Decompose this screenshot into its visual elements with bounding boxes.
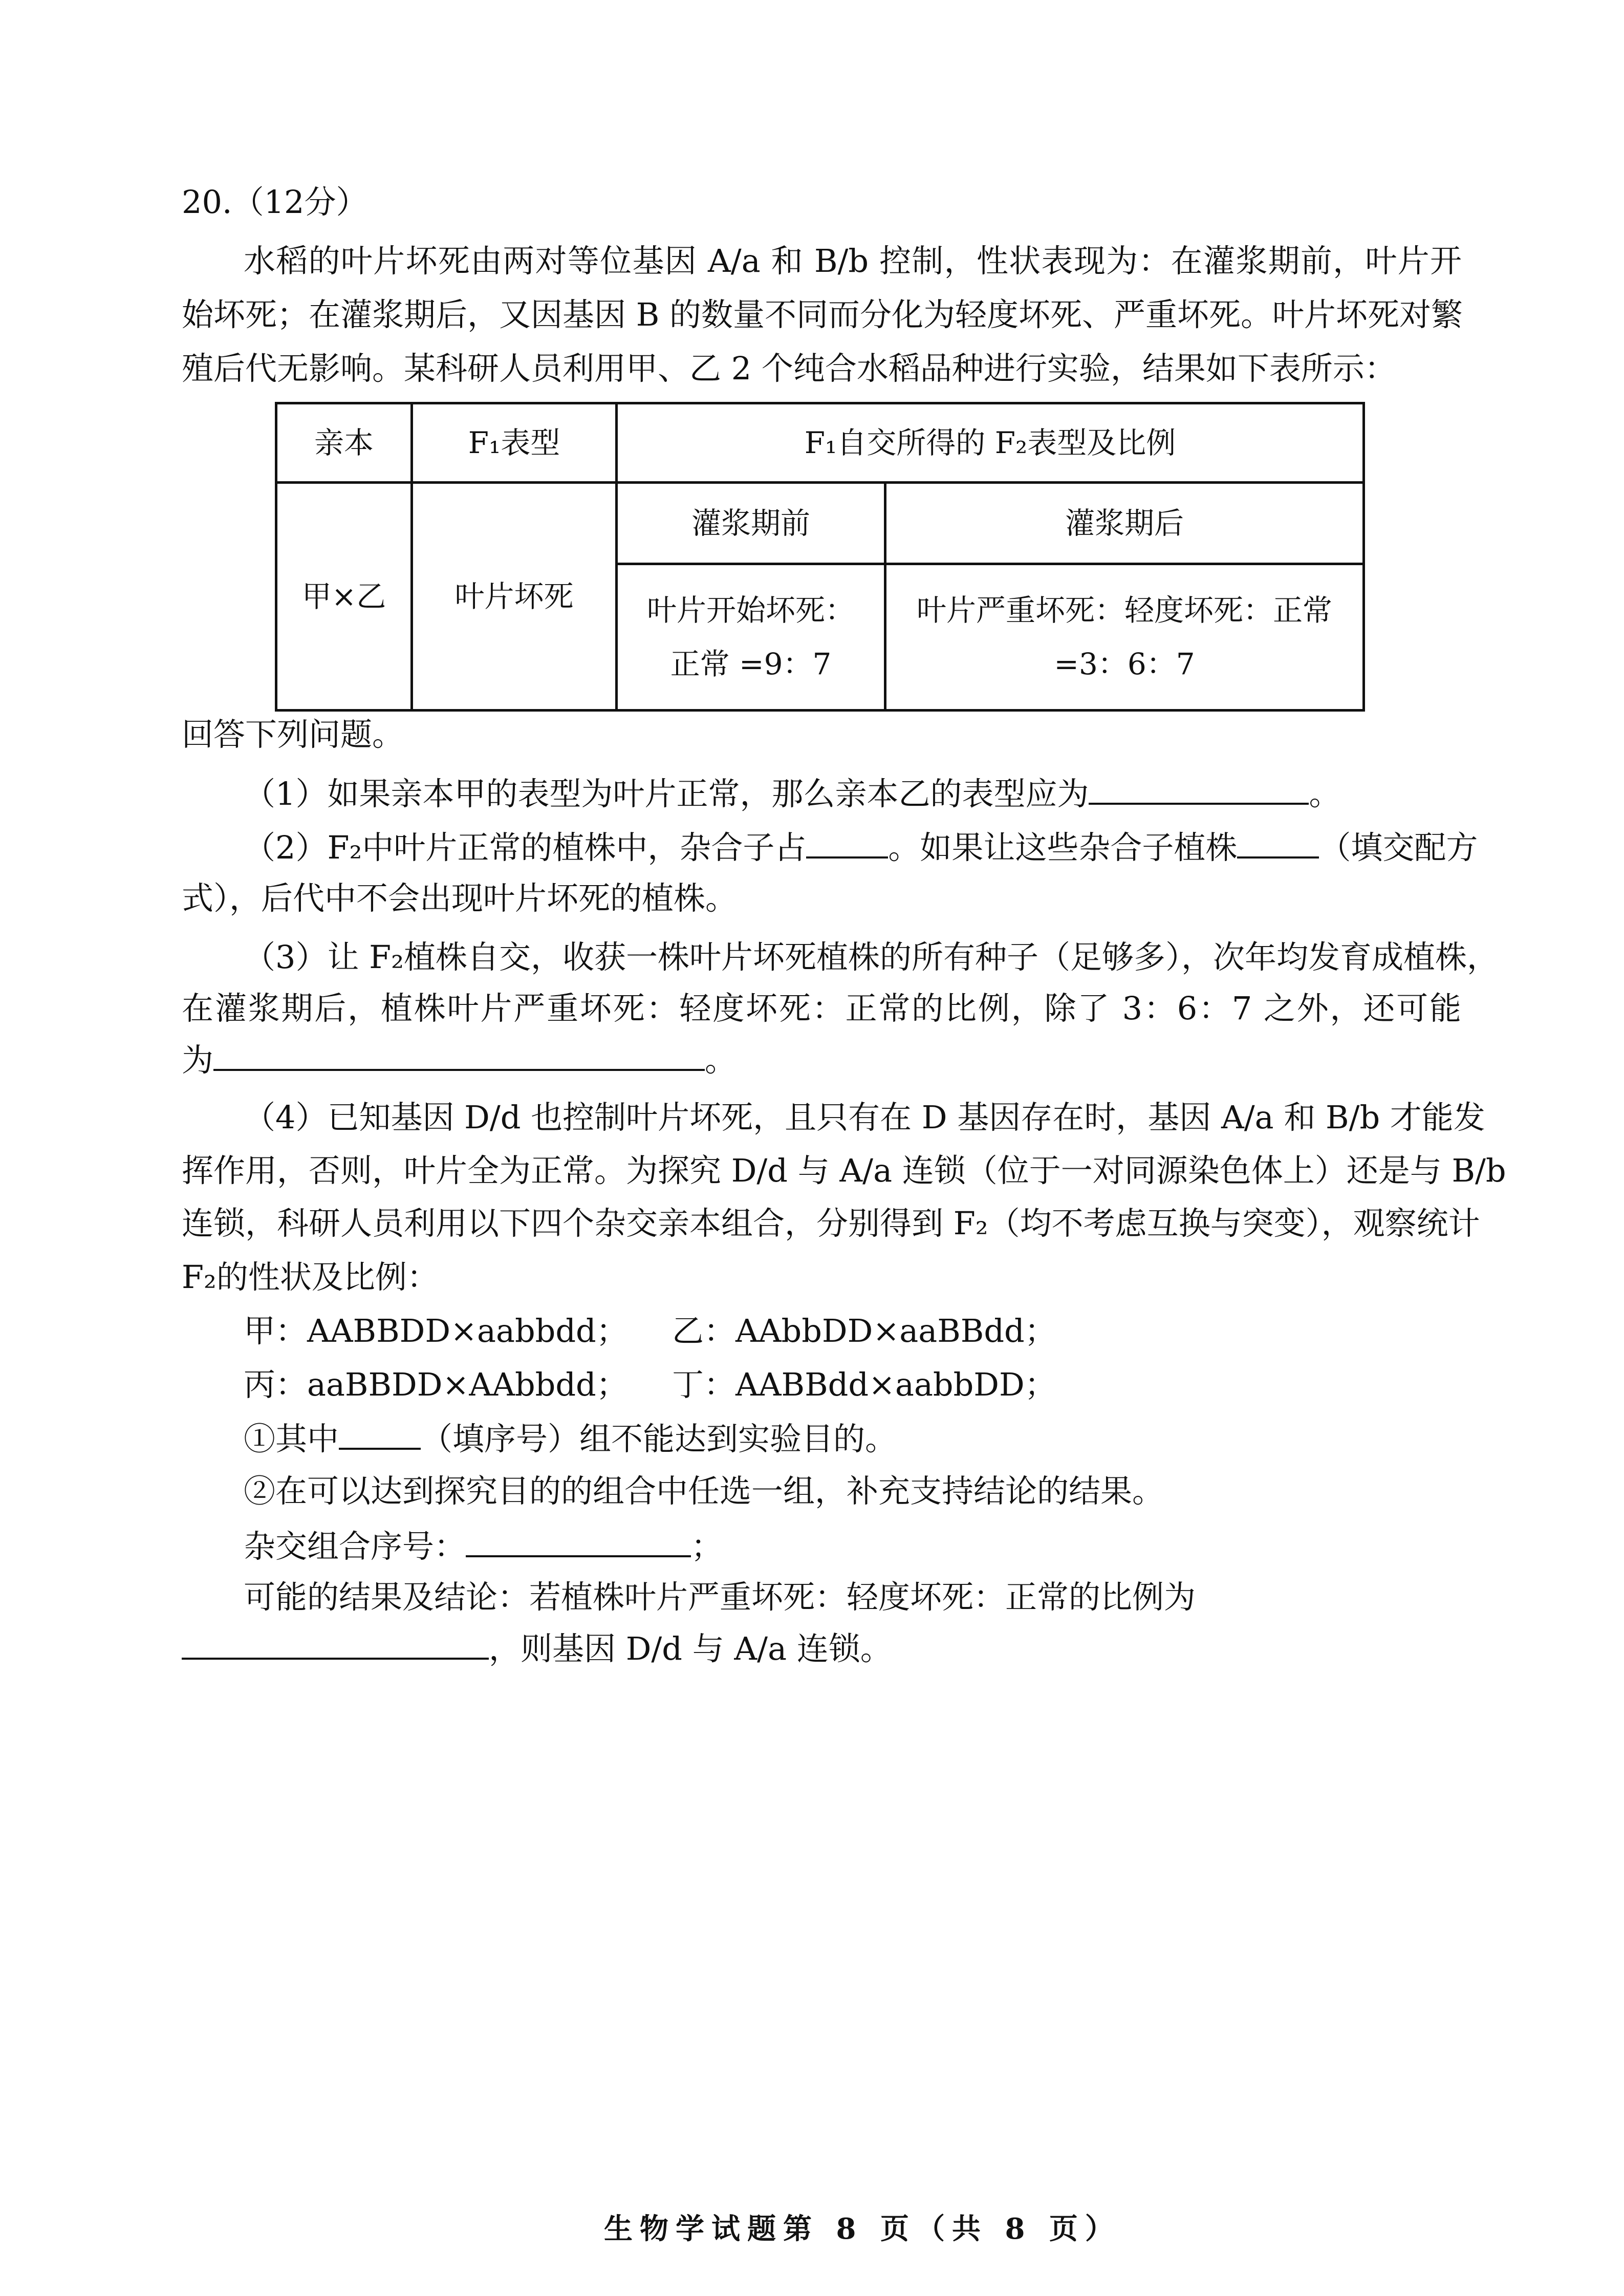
- cell-text: =3：6：7: [1054, 646, 1195, 681]
- header-f1: F₁表型: [412, 403, 617, 483]
- cell-text: 叶片开始坏死：: [646, 592, 855, 628]
- q4-combo: [244, 1526, 723, 1567]
- result-text: ，则基因 D/d 与 A/a 连锁。: [489, 1630, 892, 1667]
- page-footer: 生物学试题第 8 页（共 8 页）: [604, 2212, 1121, 2246]
- result-blank[interactable]: [182, 1628, 489, 1660]
- q1-text: （1）如果亲本甲的表型为叶片正常，那么亲本乙的表型应为: [244, 775, 1089, 812]
- cross-bing: 丙：aaBBDD×AAbbdd；: [244, 1366, 628, 1403]
- cross-ding: 丁：AABBdd×aabbDD；: [672, 1366, 1056, 1403]
- q4-line: （4）已知基因 D/d 也控制叶片坏死，且只有在 D 基因存在时，基因 A/a 和 B/b 才能发: [244, 1099, 1485, 1136]
- q4-sub2: ②在可以达到探究目的的组合中任选一组，补充支持结论的结果。: [244, 1472, 1164, 1510]
- q4-line: 连锁，科研人员利用以下四个杂交亲本组合，分别得到 F₂（均不考虑互换与突变），观察统计: [182, 1205, 1480, 1242]
- question-title: 20.（12分）: [182, 183, 368, 221]
- q3-text: 为: [182, 1041, 214, 1079]
- q4-line: 挥作用，否则，叶片全为正常。为探究 D/d 与 A/a 连锁（位于一对同源染色体上）还是与 B/b: [182, 1152, 1506, 1189]
- q2-text: （2）F₂中叶片正常的植株中，杂合子占: [244, 829, 807, 866]
- cell-text: 叶片严重坏死：轻度坏死：正常: [916, 592, 1332, 628]
- cell-f1: 叶片坏死: [412, 483, 617, 711]
- q3-line: 在灌浆期后，植株叶片严重坏死：轻度坏死：正常的比例，除了 3：6：7 之外，还可能: [182, 990, 1461, 1027]
- q3-line3: [182, 1039, 737, 1081]
- results-table: [275, 402, 1365, 712]
- q3-end: 。: [705, 1041, 737, 1079]
- q1-end: 。: [1309, 775, 1341, 812]
- sub1-text: （填序号）组不能达到实验目的。: [421, 1420, 897, 1457]
- q2: [244, 827, 1478, 868]
- q4-line: F₂的性状及比例：: [182, 1258, 439, 1296]
- q4-result: 可能的结果及结论：若植株叶片严重坏死：轻度坏死：正常的比例为: [244, 1578, 1196, 1616]
- q2-text: 。如果让这些杂合子植株: [888, 829, 1238, 866]
- q2-blank-1[interactable]: [806, 827, 888, 859]
- q1-blank[interactable]: [1089, 773, 1309, 805]
- subheader-after: 灌浆期后: [885, 483, 1364, 564]
- q1: [244, 773, 1340, 814]
- q2-blank-2[interactable]: [1237, 827, 1319, 859]
- q4-result-line2: [182, 1628, 892, 1669]
- intro-line: 殖后代无影响。某科研人员利用甲、乙 2 个纯合水稻品种进行实验，结果如下表所示：: [182, 350, 1396, 387]
- combo-blank[interactable]: [466, 1526, 691, 1557]
- cross-yi: 乙：AAbbDD×aaBBdd；: [672, 1312, 1056, 1349]
- cell-text: 正常 =9：7: [670, 646, 832, 681]
- combo-end: ；: [691, 1528, 723, 1565]
- intro-line: 始坏死；在灌浆期后，又因基因 B 的数量不同而分化为轻度坏死、严重坏死。叶片坏死对繁: [182, 296, 1463, 333]
- cell-parent: 甲×乙: [276, 483, 412, 711]
- cross-jia: 甲：AABBDD×aabbdd；: [244, 1312, 628, 1349]
- answer-prompt: 回答下列问题。: [182, 716, 404, 753]
- header-f2: F₁自交所得的 F₂表型及比例: [617, 403, 1364, 483]
- q3-blank[interactable]: [213, 1039, 705, 1071]
- intro-line: 水稻的叶片坏死由两对等位基因 A/a 和 B/b 控制，性状表现为：在灌浆期前，叶片开: [244, 242, 1462, 280]
- subheader-before: 灌浆期前: [617, 483, 885, 564]
- q3-line: （3）让 F₂植株自交，收获一株叶片坏死植株的所有种子（足够多），次年均发育成植株，: [244, 938, 1499, 976]
- sub1-text: ①其中: [244, 1420, 339, 1457]
- header-parent: 亲本: [276, 403, 412, 483]
- q4-sub1: [244, 1418, 897, 1460]
- q2-text: （填交配方: [1319, 829, 1478, 866]
- cell-after: [885, 564, 1364, 711]
- combo-text: 杂交组合序号：: [244, 1528, 466, 1565]
- sub1-blank[interactable]: [339, 1418, 421, 1450]
- cell-before: [617, 564, 885, 711]
- q2-cont: 式），后代中不会出现叶片坏死的植株。: [182, 879, 738, 917]
